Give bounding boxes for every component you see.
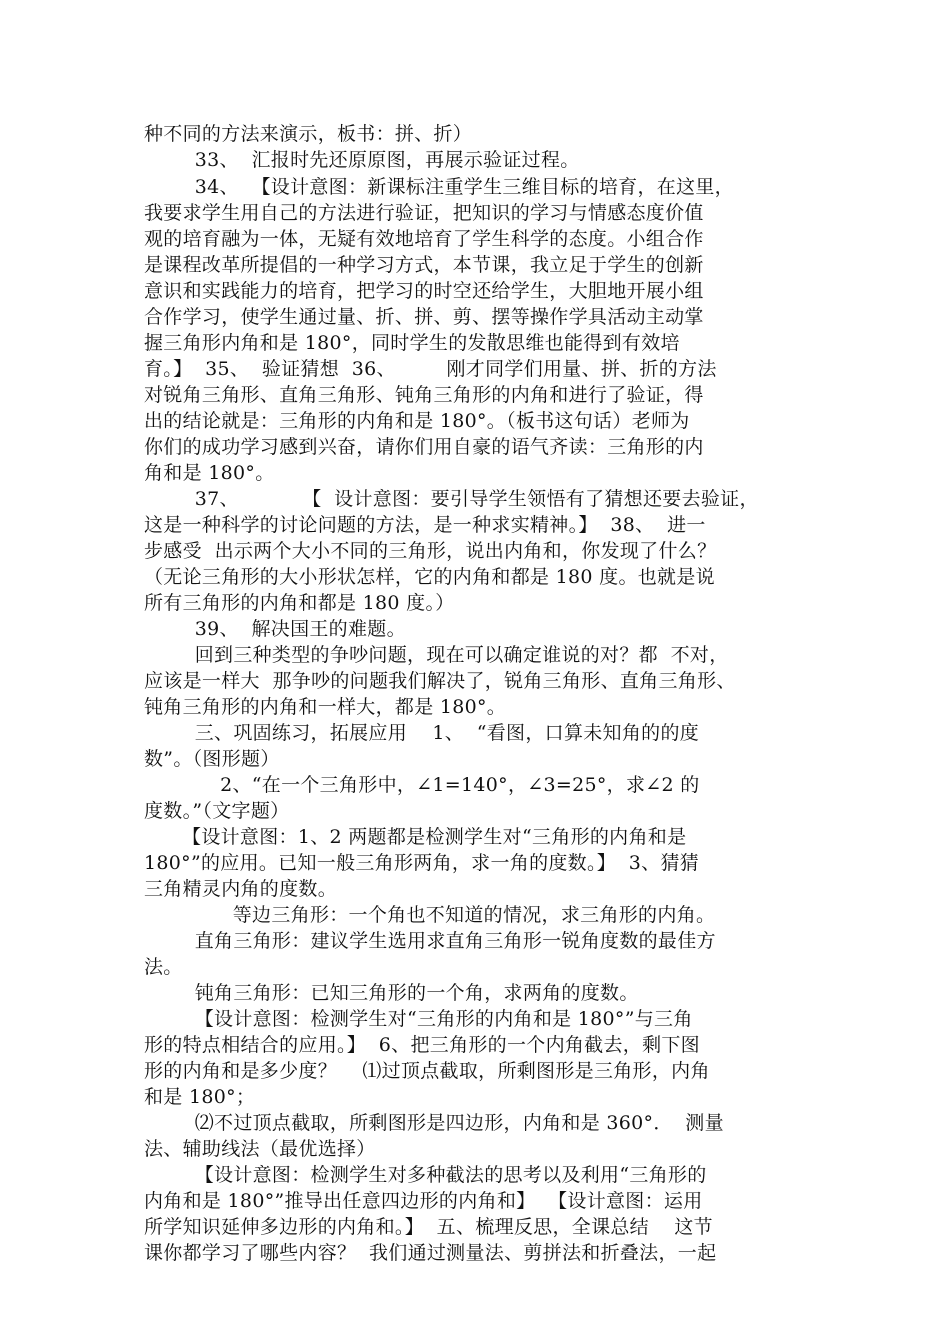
text-line: 对锐角三角形、直角三角形、钝角三角形的内角和进行了验证，得 [144,384,704,406]
text-line: 钝角三角形的内角和一样大，都是 180°。 [144,696,507,718]
text-line: 三角精灵内角的度数。 [144,878,338,900]
text-line: 我要求学生用自己的方法进行验证，把知识的学习与情感态度价值 [144,202,704,224]
text-line: 和是 180°； [144,1086,256,1108]
text-line: 【设计意图：检测学生对“三角形的内角和是 180°”与三角 [144,1008,693,1030]
text-line: 意识和实践能力的培育，把学习的时空还给学生，大胆地开展小组 [144,280,704,302]
text-line: 内角和是 180°”推导出任意四边形的内角和】 【设计意图：运用 [144,1190,703,1212]
text-line: 法、辅助线法（最优选择） [144,1138,376,1160]
text-line: 180°”的应用。已知一般三角形两角，求一角的度数。】 3、猜猜 [144,852,700,874]
text-line: 【设计意图：检测学生对多种截法的思考以及利用“三角形的 [144,1164,707,1186]
text-line: 等边三角形：一个角也不知道的情况，求三角形的内角。 [144,904,716,926]
text-line: 应该是一样大 那争吵的问题我们解决了，锐角三角形、直角三角形、 [144,670,736,692]
text-line: 所学知识延伸多边形的内角和。】 五、梳理反思，全课总结 这节 [144,1216,713,1238]
text-line: 出的结论就是：三角形的内角和是 180°。（板书这句话）老师为 [144,410,690,432]
text-line: 种不同的方法来演示，板书：拼、折） [144,123,473,145]
text-line: 33、 汇报时先还原原图，再展示验证过程。 [144,149,580,171]
text-line: 三、巩固练习，拓展应用 1、 “看图，口算未知角的的度 [144,722,700,744]
text-line: 37、 【 设计意图：要引导学生领悟有了猜想还要去验证， [144,488,759,510]
text-line: 合作学习，使学生通过量、折、拼、剪、摆等操作学具活动主动掌 [144,306,704,328]
text-line: 所有三角形的内角和都是 180 度。） [144,592,455,614]
text-line: 形的内角和是多少度？ ⑴过顶点截取，所剩图形是三角形，内角 [144,1060,710,1082]
text-line: 39、 解决国王的难题。 [144,618,406,640]
text-line: 是课程改革所提倡的一种学习方式，本节课，我立足于学生的创新 [144,254,704,276]
text-line: 【设计意图：1、2 两题都是检测学生对“三角形的内角和是 [144,826,687,848]
text-line: 角和是 180°。 [144,462,275,484]
text-line: 握三角形内角和是 180°，同时学生的发散思维也能得到有效培 [144,332,680,354]
text-line: 法。 [144,956,183,978]
text-line: （无论三角形的大小形状怎样，它的内角和都是 180 度。也就是说 [144,566,715,588]
text-line: 数”。（图形题） [144,748,280,770]
text-line: 这是一种科学的讨论问题的方法，是一种求实精神。】 38、 进一 [144,514,706,536]
text-line: 34、 【设计意图：新课标注重学生三维目标的培育，在这里， [144,176,734,198]
text-line: 回到三种类型的争吵问题，现在可以确定谁说的对？都 不对， [144,644,729,666]
text-line: 课你都学习了哪些内容？ 我们通过测量法、剪拼法和折叠法，一起 [144,1242,717,1264]
text-line: ⑵不过顶点截取，所剩图形是四边形，内角和是 360°． 测量 [144,1112,724,1134]
text-line: 钝角三角形：已知三角形的一个角，求两角的度数。 [144,982,639,1004]
text-line: 观的培育融为一体，无疑有效地培育了学生科学的态度。小组合作 [144,228,704,250]
text-line: 步感受 出示两个大小不同的三角形，说出内角和，你发现了什么？ [144,540,717,562]
text-line: 直角三角形：建议学生选用求直角三角形一锐角度数的最佳方 [144,930,716,952]
text-line: 育。】 35、 验证猜想 36、 刚才同学们用量、拼、折的方法 [144,358,717,380]
text-line: 形的特点相结合的应用。】 6、把三角形的一个内角截去，剩下图 [144,1034,700,1056]
text-line: 你们的成功学习感到兴奋，请你们用自豪的语气齐读：三角形的内 [144,436,704,458]
text-line: 2、“在一个三角形中，∠1=140°，∠3=25°，求∠2 的 [144,774,700,796]
text-line: 度数。”（文字题） [144,800,290,822]
